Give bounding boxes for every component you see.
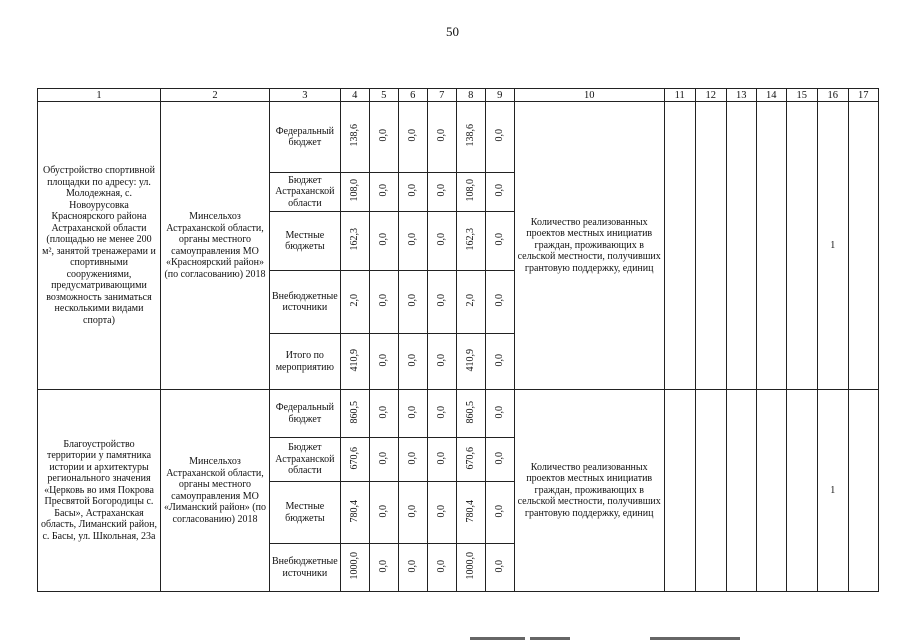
executor-cell: Минсельхоз Астраханской области, органы местного самоуправления МО «Красноярский район» (по согласованию) 2018 [161,102,270,390]
value-cell: 0,0 [427,390,456,438]
value-cell: 0,0 [427,544,456,592]
value-cell: 2,0 [340,271,369,334]
value-cell: 0,0 [369,390,398,438]
value-cell: 0,0 [485,271,514,334]
program-table [37,88,879,592]
value-cell: 0,0 [427,212,456,271]
empty-cell [664,102,695,390]
empty-cell [695,390,726,592]
col-header-14: 14 [756,89,786,102]
funding-source-cell: Федеральный бюджет [270,390,341,438]
value-cell: 0,0 [485,438,514,482]
value-cell: 780,4 [340,482,369,544]
col-header-8: 8 [456,89,485,102]
empty-cell [664,390,695,592]
col-header-4: 4 [340,89,369,102]
value-cell: 0,0 [427,102,456,173]
page-number: 50 [446,24,459,39]
value-cell: 410,9 [340,334,369,390]
value-cell: 0,0 [398,544,427,592]
indicator-cell: Количество реализованных проектов местных инициатив граждан, проживающих в сельской местности, получивших грантовую поддержку, единиц [514,390,664,592]
col-header-10: 10 [514,89,664,102]
value-cell: 138,6 [456,102,485,173]
empty-cell [848,390,878,592]
value-cell: 0,0 [369,173,398,212]
value-cell: 0,0 [398,390,427,438]
value-cell: 860,5 [340,390,369,438]
value-cell: 0,0 [398,438,427,482]
value-cell: 0,0 [398,482,427,544]
funding-source-cell: Бюджет Астраханской области [270,173,341,212]
value-cell: 2,0 [456,271,485,334]
empty-cell [786,390,817,592]
value-cell: 0,0 [485,212,514,271]
empty-cell [726,390,756,592]
indicator-cell: Количество реализованных проектов местных инициатив граждан, проживающих в сельской местности, получивших грантовую поддержку, единиц [514,102,664,390]
value-cell: 0,0 [398,271,427,334]
empty-cell [848,102,878,390]
value-cell: 138,6 [340,102,369,173]
col-header-7: 7 [427,89,456,102]
value-cell: 162,3 [340,212,369,271]
value-cell: 0,0 [427,173,456,212]
empty-cell [695,102,726,390]
funding-source-cell: Федеральный бюджет [270,102,341,173]
value-cell: 1000,0 [340,544,369,592]
activity-cell: Благоустройство территории у памятника истории и архитектуры регионального значения «Церковь во имя Покрова Пресвятой Богородицы с. Басы», Астраханская область, Лиманский район, с. Басы, ул. Школьная, 23а [38,390,161,592]
funding-source-cell: Внебюджетные источники [270,544,341,592]
value-cell: 0,0 [369,102,398,173]
value-cell: 1000,0 [456,544,485,592]
empty-cell [726,102,756,390]
col-header-6: 6 [398,89,427,102]
header-row [38,89,879,102]
value-cell: 670,6 [340,438,369,482]
activity-cell: Обустройство спортивной площадки по адресу: ул. Молодежная, с. Новоурусовка Красноярского района Астраханской области (площадью не менее 200 м², занятой тренажерами и спортивными сооружениями, предусматривающими возможность заниматься несколькими видами спорта) [38,102,161,390]
col-header-15: 15 [786,89,817,102]
value-cell: 0,0 [485,173,514,212]
empty-cell [786,102,817,390]
value-cell: 0,0 [427,482,456,544]
table-row [38,102,879,173]
value-cell: 0,0 [427,438,456,482]
value-cell: 670,6 [456,438,485,482]
value-cell: 0,0 [485,102,514,173]
col-header-17: 17 [848,89,878,102]
value-cell: 108,0 [456,173,485,212]
value-cell: 0,0 [427,271,456,334]
col-header-16: 16 [817,89,848,102]
value-cell: 108,0 [340,173,369,212]
value-cell: 0,0 [485,390,514,438]
value-cell: 0,0 [398,334,427,390]
col-header-3: 3 [270,89,341,102]
value-cell: 0,0 [369,334,398,390]
value-cell: 0,0 [485,334,514,390]
value-cell: 0,0 [485,544,514,592]
value-cell: 0,0 [369,212,398,271]
col16-value-cell: 1 [817,390,848,592]
col-header-2: 2 [161,89,270,102]
value-cell: 860,5 [456,390,485,438]
funding-source-cell: Местные бюджеты [270,482,341,544]
funding-source-cell: Бюджет Астраханской области [270,438,341,482]
funding-source-cell: Итого по мероприятию [270,334,341,390]
value-cell: 0,0 [398,212,427,271]
col16-value-cell: 1 [817,102,848,390]
empty-cell [756,102,786,390]
value-cell: 780,4 [456,482,485,544]
col-header-11: 11 [664,89,695,102]
value-cell: 0,0 [369,271,398,334]
value-cell: 0,0 [427,334,456,390]
executor-cell: Минсельхоз Астраханской области, органы местного самоуправления МО «Лиманский район» (по согласованию) 2018 [161,390,270,592]
value-cell: 410,9 [456,334,485,390]
value-cell: 0,0 [398,102,427,173]
funding-source-cell: Местные бюджеты [270,212,341,271]
value-cell: 0,0 [485,482,514,544]
value-cell: 0,0 [369,482,398,544]
col-header-12: 12 [695,89,726,102]
funding-source-cell: Внебюджетные источники [270,271,341,334]
empty-cell [756,390,786,592]
table-row [38,390,879,438]
value-cell: 162,3 [456,212,485,271]
value-cell: 0,0 [369,438,398,482]
col-header-13: 13 [726,89,756,102]
col-header-5: 5 [369,89,398,102]
col-header-9: 9 [485,89,514,102]
col-header-1: 1 [38,89,161,102]
value-cell: 0,0 [398,173,427,212]
value-cell: 0,0 [369,544,398,592]
